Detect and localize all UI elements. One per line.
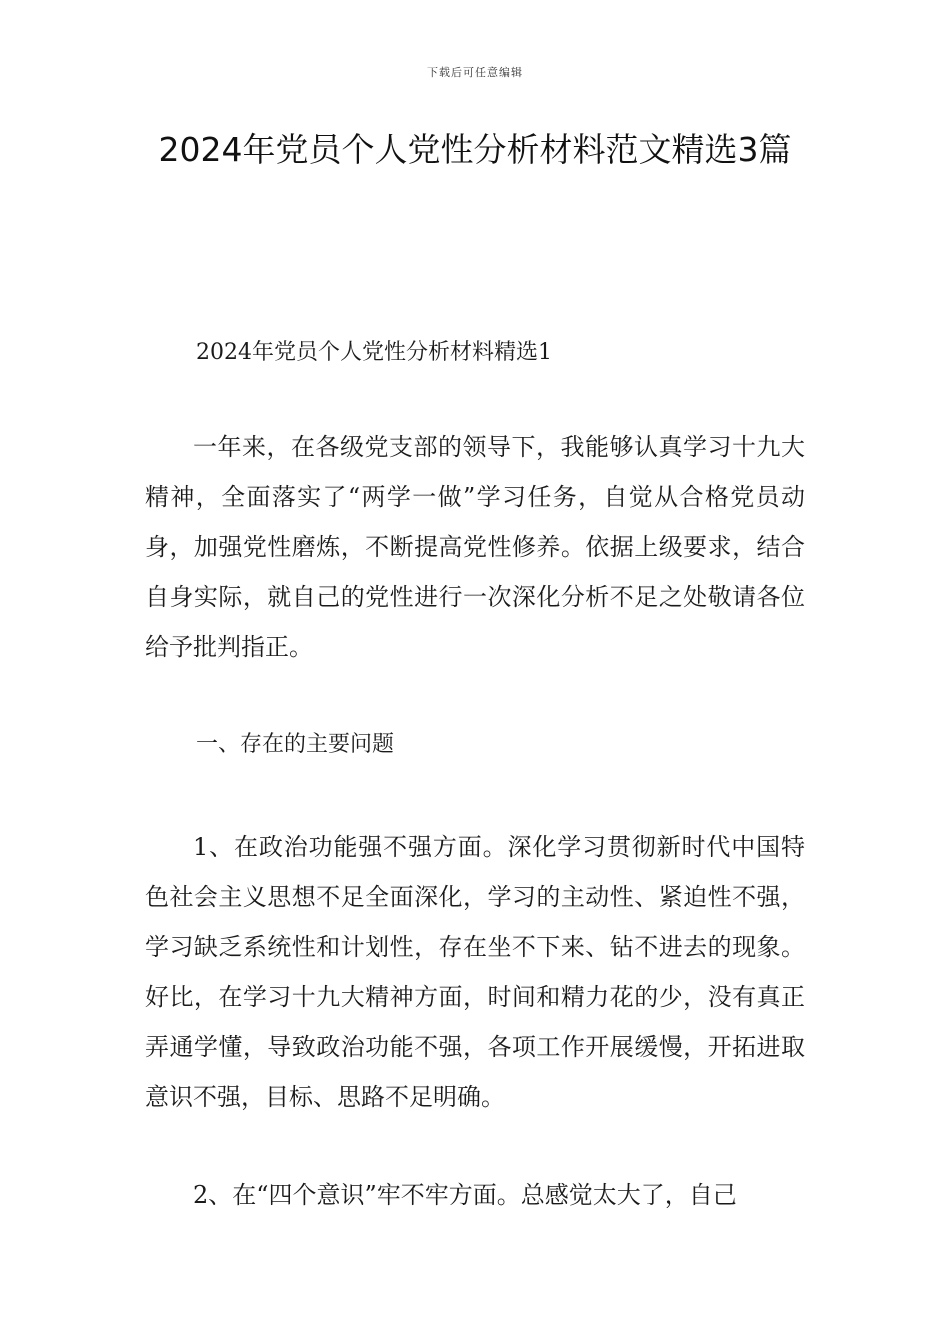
header-note: 下载后可任意编辑 [427,66,523,79]
document-title: 2024年党员个人党性分析材料范文精选3篇 [158,130,792,169]
point-2-paragraph: 2、在“四个意识”牢不牢方面。总感觉太大了，自己 [193,1181,737,1209]
article-subheading: 2024年党员个人党性分析材料精选1 [196,340,552,365]
section-heading: 一、存在的主要问题 [196,732,395,757]
point-1-paragraph: 1、在政治功能强不强方面。深化学习贯彻新时代中国特色社会主义思想不足全面深化，学习的主动性、紧迫性不强，学习缺乏系统性和计划性，存在坐不下来、钻不进去的现象。好比，在学习十九大精神方面，时间和精力花的少，没有真正弄通学懂，导致政治功能不强，各项工作开展缓慢，开拓进取意识不强，目标、思路不足明确。 [145,833,805,1111]
intro-paragraph: 一年来，在各级党支部的领导下，我能够认真学习十九大精神，全面落实了“两学一做”学习任务，自觉从合格党员动身，加强党性磨炼，不断提高党性修养。依据上级要求，结合自身实际，就自己的党性进行一次深化分析不足之处敬请各位给予批判指正。 [145,433,805,661]
